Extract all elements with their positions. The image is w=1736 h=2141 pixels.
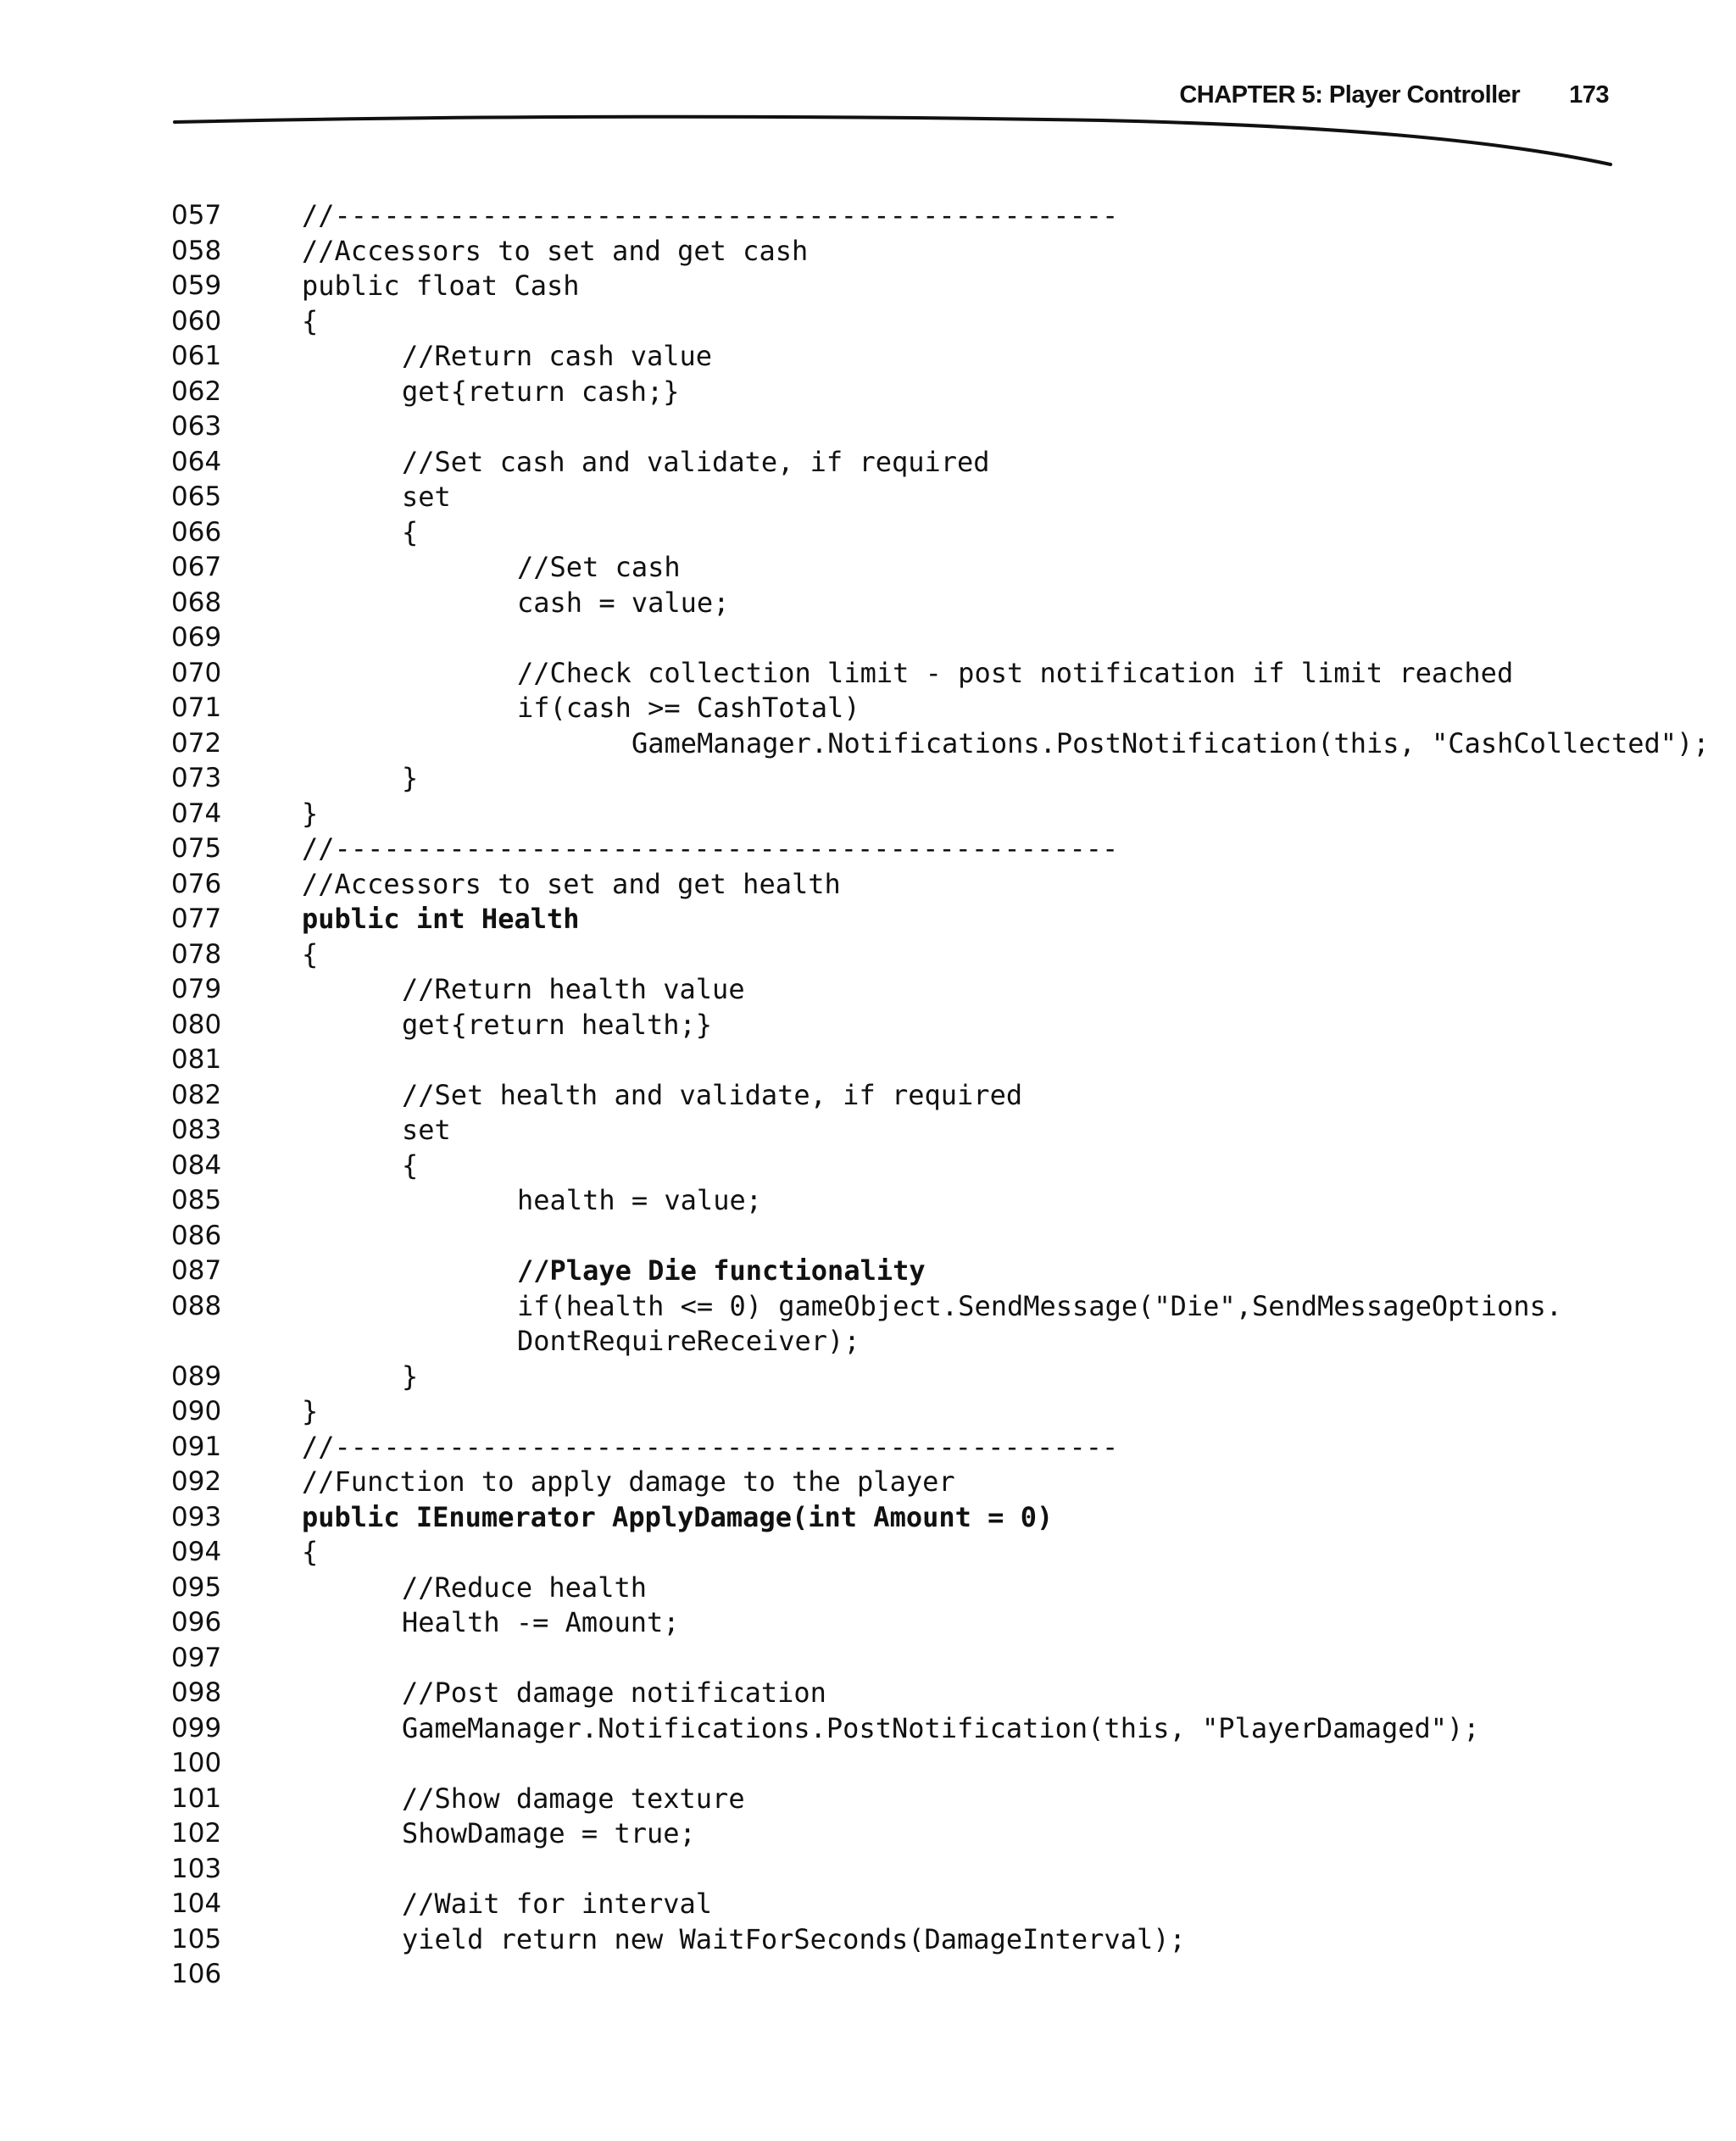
code-listing — [0, 198, 1736, 1993]
code-line — [0, 1676, 1736, 1711]
code-line — [0, 1078, 1736, 1114]
code-text: if(cash >= CashTotal) — [517, 692, 860, 724]
code-line — [0, 867, 1736, 903]
code-line — [0, 1430, 1736, 1465]
line-number: 072 — [171, 727, 222, 759]
code-line — [0, 1113, 1736, 1148]
code-line — [0, 1816, 1736, 1852]
code-text: } — [402, 762, 419, 794]
code-text: //------------------------------------------------ — [302, 832, 1119, 865]
code-line — [0, 480, 1736, 515]
line-number: 076 — [171, 868, 222, 899]
line-number: 098 — [171, 1677, 222, 1708]
code-line — [0, 1782, 1736, 1817]
header-rule — [0, 0, 1736, 186]
code-line — [0, 1008, 1736, 1043]
code-text: if(health <= 0) gameObject.SendMessage("Die",SendMessageOptions. DontRequireReceiver); — [517, 1289, 1562, 1357]
line-number: 074 — [171, 798, 222, 829]
code-text: ShowDamage = true; — [402, 1817, 696, 1849]
code-line — [0, 304, 1736, 340]
code-text: //Accessors to set and get health — [302, 867, 841, 900]
code-line — [0, 761, 1736, 797]
line-number: 071 — [171, 692, 222, 723]
code-line — [0, 1183, 1736, 1219]
line-number: 063 — [171, 411, 222, 442]
line-number: 077 — [171, 904, 222, 934]
line-number: 082 — [171, 1079, 222, 1110]
code-line — [0, 1043, 1736, 1078]
code-line — [0, 1289, 1736, 1360]
line-number: 078 — [171, 938, 222, 970]
code-line — [0, 1746, 1736, 1782]
code-line — [0, 937, 1736, 973]
code-text: cash = value; — [517, 586, 730, 619]
code-line — [0, 1922, 1736, 1958]
code-text: set — [402, 1114, 451, 1146]
code-line — [0, 656, 1736, 692]
line-number: 093 — [171, 1501, 222, 1532]
code-line — [0, 1957, 1736, 1993]
line-number: 089 — [171, 1360, 222, 1392]
code-text: { — [302, 937, 319, 970]
line-number: 062 — [171, 375, 222, 407]
code-text: //Post damage notification — [402, 1677, 826, 1709]
line-number: 060 — [171, 305, 222, 336]
line-number: 087 — [171, 1255, 222, 1286]
code-text: //Accessors to set and get cash — [302, 234, 809, 267]
code-line — [0, 1394, 1736, 1430]
code-line — [0, 375, 1736, 410]
code-text: public float Cash — [302, 270, 580, 302]
code-text: //Return cash value — [402, 340, 713, 372]
code-text: //Check collection limit - post notification if limit reached — [517, 656, 1514, 689]
line-number: 090 — [171, 1396, 222, 1426]
code-line — [0, 409, 1736, 445]
line-number: 061 — [171, 341, 222, 371]
code-line — [0, 1535, 1736, 1571]
line-number: 081 — [171, 1044, 222, 1075]
line-number: 102 — [171, 1818, 222, 1849]
line-number: 083 — [171, 1115, 222, 1145]
code-line — [0, 1148, 1736, 1184]
line-number: 088 — [171, 1290, 222, 1321]
code-line — [0, 691, 1736, 726]
line-number: 097 — [171, 1642, 222, 1673]
code-text: } — [302, 1395, 319, 1427]
code-text: //Return health value — [402, 973, 745, 1005]
code-text: { — [402, 1148, 419, 1182]
line-number: 096 — [171, 1607, 222, 1638]
line-number: 105 — [171, 1923, 222, 1955]
code-line — [0, 198, 1736, 234]
code-line — [0, 726, 1736, 762]
line-number: 070 — [171, 657, 222, 688]
line-number: 091 — [171, 1431, 222, 1462]
line-number: 073 — [171, 763, 222, 793]
code-text: //Show damage texture — [402, 1782, 745, 1815]
line-number: 086 — [171, 1220, 222, 1251]
code-line — [0, 1254, 1736, 1289]
line-number: 095 — [171, 1571, 222, 1603]
code-text: //Function to apply damage to the player — [302, 1465, 955, 1498]
code-line — [0, 1852, 1736, 1888]
code-line — [0, 902, 1736, 937]
code-line — [0, 586, 1736, 621]
line-number: 084 — [171, 1149, 222, 1181]
code-text: } — [302, 797, 319, 830]
code-line — [0, 620, 1736, 656]
code-line — [0, 1500, 1736, 1536]
line-number: 092 — [171, 1466, 222, 1497]
line-number: 059 — [171, 270, 222, 301]
code-line — [0, 1360, 1736, 1395]
line-number: 103 — [171, 1853, 222, 1884]
code-line — [0, 445, 1736, 481]
code-line — [0, 234, 1736, 270]
line-number: 066 — [171, 516, 222, 548]
chapter-title: CHAPTER 5: Player Controller — [1179, 81, 1521, 108]
code-text: set — [402, 481, 451, 513]
line-number: 100 — [171, 1748, 222, 1778]
code-text: public IEnumerator ApplyDamage(int Amount = 0) — [302, 1500, 1054, 1533]
code-line — [0, 797, 1736, 832]
code-line — [0, 831, 1736, 867]
line-number: 101 — [171, 1782, 222, 1814]
code-line — [0, 972, 1736, 1008]
code-line — [0, 550, 1736, 586]
line-number: 065 — [171, 481, 222, 512]
code-text: //Set cash and validate, if required — [402, 445, 990, 478]
line-number: 094 — [171, 1537, 222, 1567]
code-text: { — [402, 515, 419, 548]
line-number: 067 — [171, 552, 222, 582]
line-number: 058 — [171, 235, 222, 266]
code-text: //Reduce health — [402, 1571, 647, 1604]
code-line — [0, 1641, 1736, 1677]
code-text: //Set cash — [517, 551, 681, 583]
code-text: { — [302, 1536, 319, 1568]
code-line — [0, 269, 1736, 304]
code-text: //Playe Die functionality — [517, 1254, 926, 1287]
code-text: { — [302, 304, 319, 337]
code-text: GameManager.Notifications.PostNotification(this, "PlayerDamaged"); — [402, 1711, 1480, 1744]
line-number: 057 — [171, 200, 222, 231]
line-number: 069 — [171, 622, 222, 653]
line-number: 079 — [171, 974, 222, 1004]
code-text: Health -= Amount; — [402, 1606, 680, 1638]
line-number: 075 — [171, 833, 222, 864]
code-line — [0, 1605, 1736, 1641]
code-line — [0, 1887, 1736, 1922]
line-number: 085 — [171, 1185, 222, 1215]
code-text: health = value; — [517, 1184, 762, 1216]
line-number: 104 — [171, 1888, 222, 1919]
line-number: 080 — [171, 1009, 222, 1040]
code-line — [0, 1465, 1736, 1500]
page-number: 173 — [1569, 81, 1609, 108]
code-text: GameManager.Notifications.PostNotification(this, "CashCollected"); — [632, 726, 1710, 759]
code-line — [0, 1571, 1736, 1606]
code-text: //Wait for interval — [402, 1888, 713, 1920]
code-line — [0, 515, 1736, 551]
code-text: //------------------------------------------------ — [302, 1430, 1119, 1463]
line-number: 064 — [171, 446, 222, 477]
code-text: get{return health;} — [402, 1008, 713, 1041]
code-line — [0, 1711, 1736, 1747]
line-number: 068 — [171, 587, 222, 618]
code-text: get{return cash;} — [402, 375, 680, 408]
code-text: //------------------------------------------------ — [302, 199, 1119, 231]
code-line — [0, 1219, 1736, 1254]
code-text: yield return new WaitForSeconds(DamageInterval); — [402, 1922, 1186, 1955]
code-text: public int Health — [302, 903, 580, 935]
line-number: 099 — [171, 1712, 222, 1743]
code-line — [0, 339, 1736, 375]
code-text: //Set health and validate, if required — [402, 1078, 1023, 1111]
code-text: } — [402, 1360, 419, 1393]
line-number: 106 — [171, 1959, 222, 1989]
